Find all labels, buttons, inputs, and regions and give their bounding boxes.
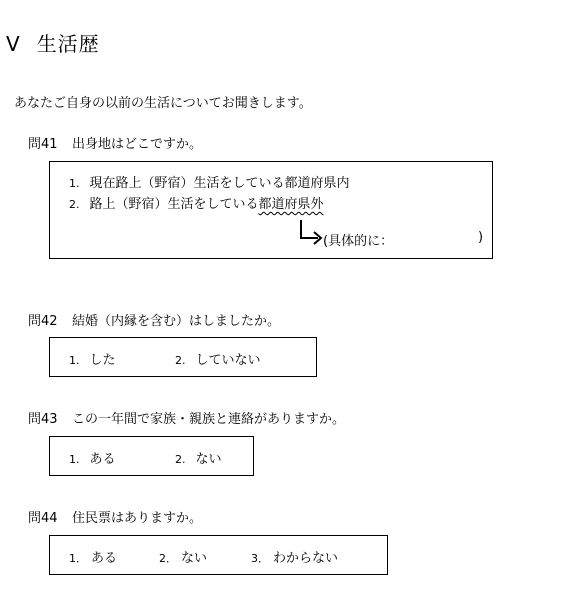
question-43-answer-box [49,436,254,476]
q42-option-2[interactable] [175,349,261,368]
q41-option-2-text: 路上（野宿）生活をしている [89,197,259,212]
q44-option-1[interactable] [69,547,117,566]
question-43-text: この一年間で家族・親族と連絡がありますか。 [72,412,346,427]
q41-option-2-emphasis: 都道府県外 [258,197,324,212]
question-42-number: 問42 [28,314,58,329]
q41-specify-field[interactable] [323,230,393,249]
question-42-text: 結婚（内縁を含む）はしましたか。 [72,314,281,329]
q41-option-1[interactable] [69,172,350,191]
q43-option-1-number: 1. [69,453,80,466]
section-intro: あなたご自身の以前の生活についてお聞きします。 [14,96,312,111]
q43-option-2-number: 2. [175,453,186,466]
q43-option-2[interactable] [175,448,222,467]
arrow-icon [294,218,324,246]
q44-option-2-text: ない [181,551,208,566]
question-44-label [28,507,202,526]
q44-option-3-text: わからない [273,551,339,566]
q42-option-1-number: 1. [69,354,80,367]
q42-option-1[interactable] [69,349,116,368]
q41-option-1-number: 1. [69,177,80,190]
question-44-answer-box [49,535,388,575]
question-41-answer-box [49,161,493,259]
q42-option-2-text: していない [195,353,261,368]
q44-option-2[interactable] [159,547,207,566]
q42-option-2-number: 2. [175,354,186,367]
q43-option-1-text: ある [89,452,116,467]
question-43-number: 問43 [28,412,58,427]
q44-option-3[interactable] [251,547,338,566]
q44-option-3-number: 3． [251,552,269,565]
section-title: 生活歴 [36,32,100,56]
question-44-number: 問44 [28,511,58,526]
q44-option-1-text: ある [91,551,118,566]
question-42-label [28,310,280,329]
q41-option-2-number: 2. [69,198,80,211]
q41-option-2[interactable] [69,193,324,212]
question-42-answer-box [49,337,317,377]
question-41-number: 問41 [28,137,58,152]
q41-specify-open: (具体的に： [323,234,394,249]
q43-option-2-text: ない [195,452,222,467]
question-43-label [28,408,345,427]
section-number: Ⅴ [6,32,21,56]
q43-option-1[interactable] [69,448,116,467]
question-41-text: 出身地はどこですか。 [72,137,203,152]
q44-option-2-number: 2． [159,552,177,565]
q41-option-1-text: 現在路上（野宿）生活をしている都道府県内 [89,176,350,191]
section-heading [6,28,100,57]
q41-specify-close: ) [478,230,484,245]
q44-option-1-number: 1． [69,552,87,565]
question-44-text: 住民票はありますか。 [72,511,203,526]
question-41-label [28,133,202,152]
q42-option-1-text: した [89,353,116,368]
